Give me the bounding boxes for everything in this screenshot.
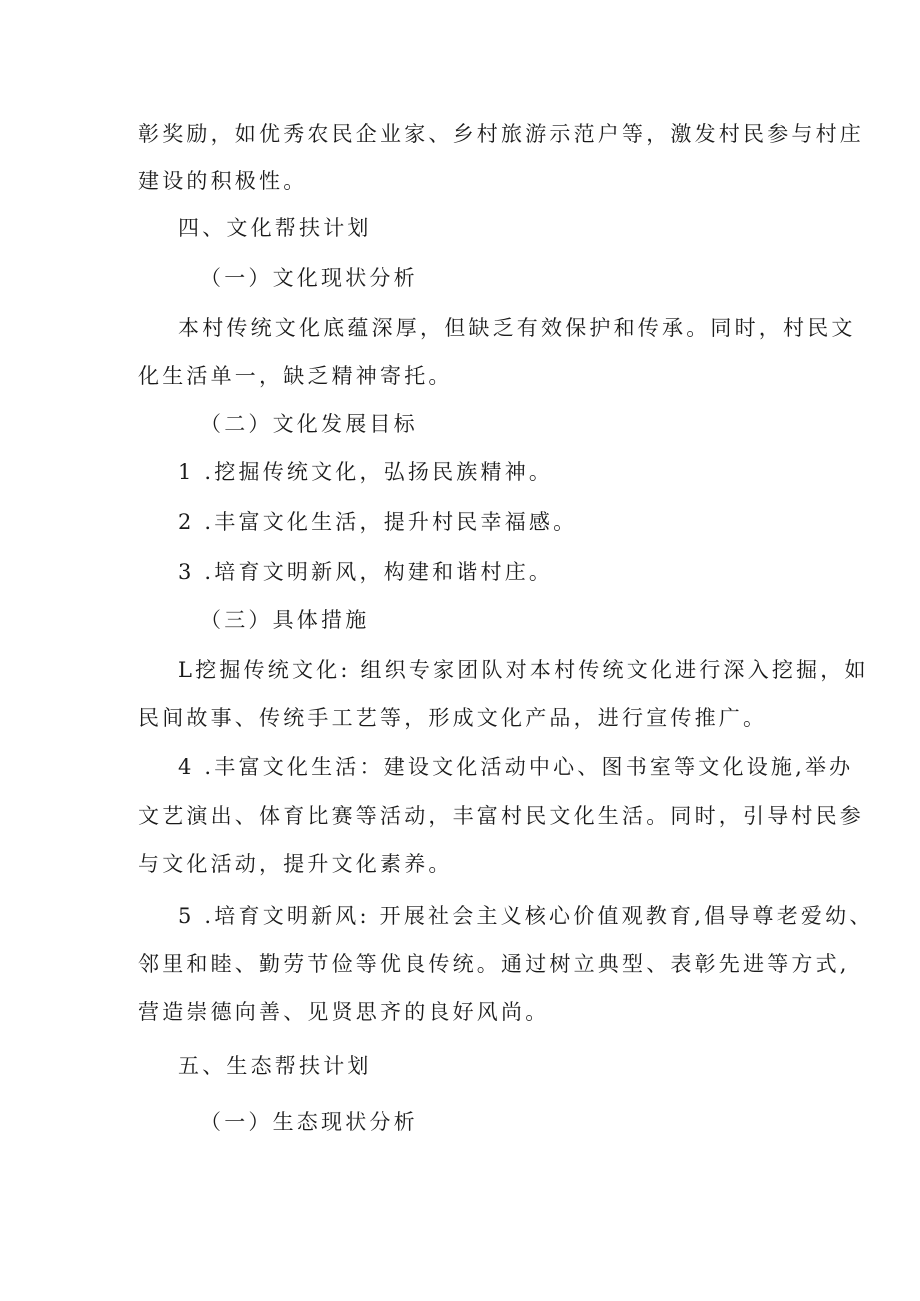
- section-heading: 五、生态帮扶计划: [178, 1054, 372, 1078]
- paragraph-line: 彰奖励，如优秀农民企业家、乡村旅游示范户等，激发村民参与村庄: [138, 122, 864, 146]
- paragraph-line: 邻里和睦、勤劳节俭等优良传统。通过树立典型、表彰先进等方式,: [138, 952, 850, 976]
- subsection-heading: （二）文化发展目标: [200, 412, 418, 436]
- section-heading: 四、文化帮扶计划: [178, 216, 372, 240]
- subsection-heading: （一）文化现状分析: [200, 266, 418, 290]
- paragraph-line: 营造崇德向善、见贤思齐的良好风尚。: [138, 1000, 550, 1024]
- paragraph-line: 5 .培育文明新风: 开展社会主义核心价值观教育,倡导尊老爱幼、: [178, 904, 874, 928]
- paragraph-line: 化生活单一，缺乏精神寄托。: [138, 364, 453, 388]
- paragraph-line: 民间故事、传统手工艺等，形成文化产品，进行宣传推广。: [138, 706, 768, 730]
- subsection-heading: （一）生态现状分析: [200, 1110, 418, 1134]
- paragraph-line: 4 .丰富文化生活：建设文化活动中心、图书室等文化设施,举办: [178, 755, 854, 779]
- paragraph-line: 本村传统文化底蕴深厚，但缺乏有效保护和传承。同时，村民文: [178, 316, 856, 340]
- paragraph-line: 与文化活动，提升文化素养。: [138, 852, 453, 876]
- paragraph-line: 文艺演出、体育比赛等活动，丰富村民文化生活。同时，引导村民参: [138, 804, 864, 828]
- paragraph-line: 建设的积极性。: [138, 169, 308, 193]
- list-item: 1 .挖掘传统文化，弘扬民族精神。: [178, 460, 554, 484]
- paragraph-line: L挖掘传统文化: 组织专家团队对本村传统文化进行深入挖掘，如: [178, 658, 869, 682]
- list-item: 2 .丰富文化生活，提升村民幸福感。: [178, 510, 578, 534]
- subsection-heading: （三）具体措施: [200, 608, 370, 632]
- list-item: 3 .培育文明新风，构建和谐村庄。: [178, 560, 554, 584]
